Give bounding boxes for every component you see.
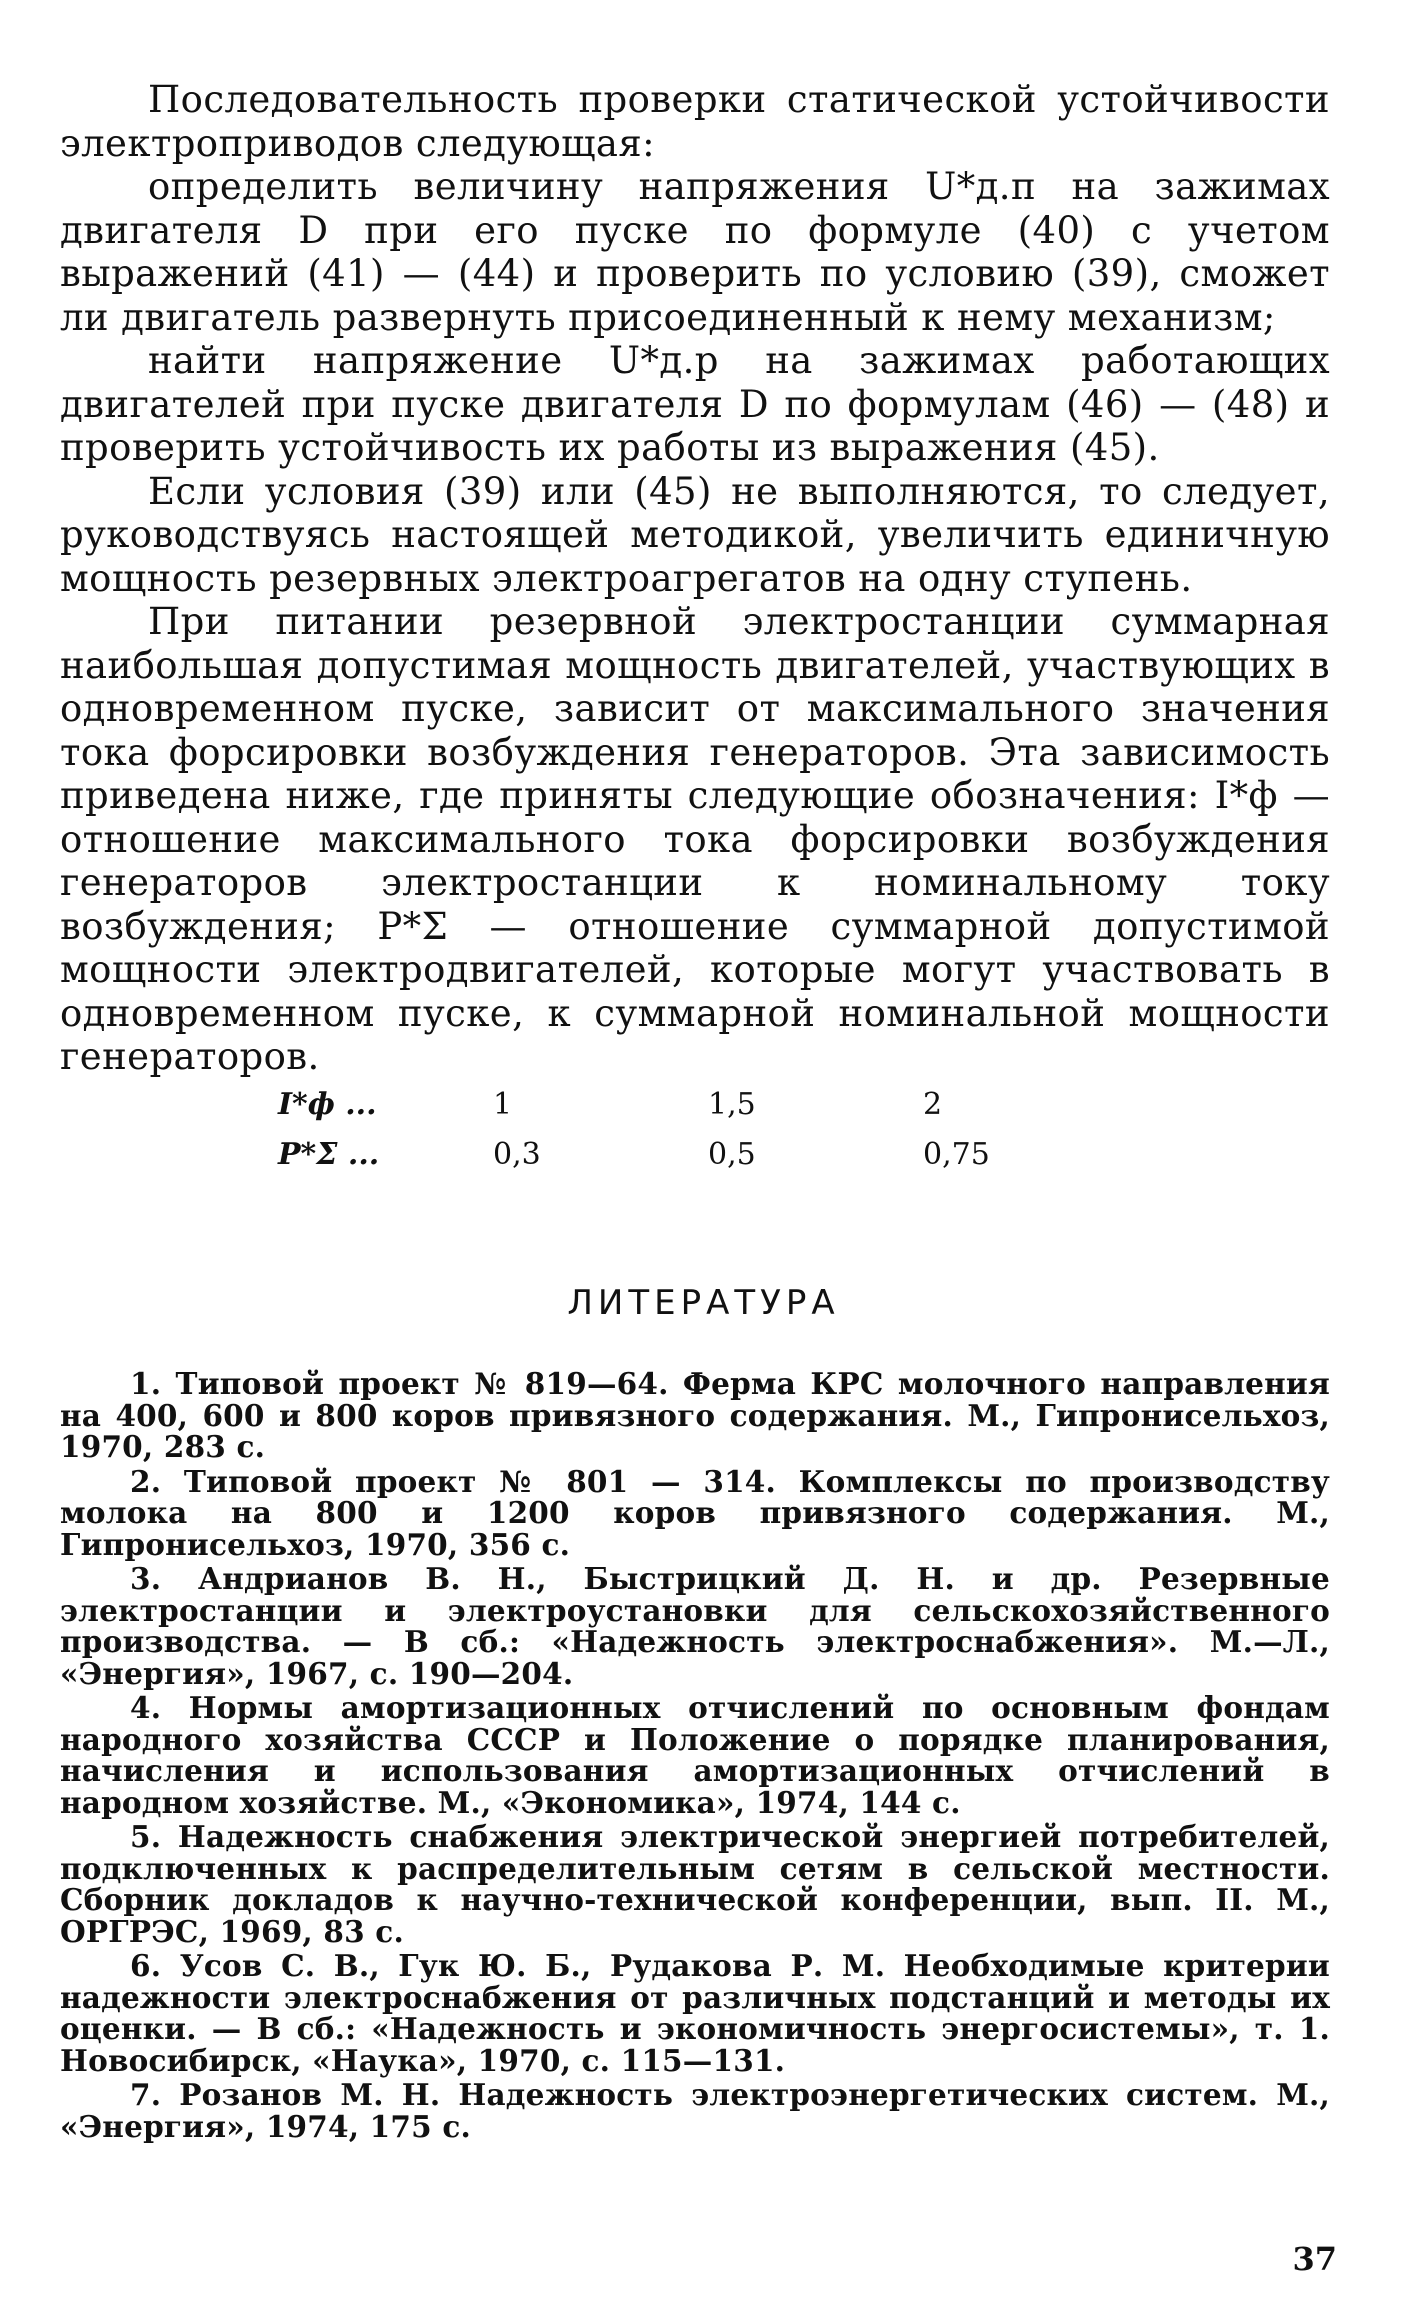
reference-item: 1. Типовой проект № 819—64. Ферма КРС молочного направления на 400, 600 и 800 коров привязного содержания. М., Гипронисельхоз, 1970, 283 с. <box>60 1366 1330 1464</box>
paragraph-conditions-not-met: Если условия (39) или (45) не выполняются, то следует, руководствуясь настоящей методикой, увеличить единичную мощность резервных электроагрегатов на одну ступень. <box>60 469 1330 600</box>
reference-item: 5. Надежность снабжения электрической энергией потребителей, подключенных к распределительным сетям в сельской местности. Сборник докладов к научно-технической конференции, вып. II. М., ОРГРЭС, 1969, 83 с. <box>60 1819 1330 1949</box>
paragraph-step-running-voltage: найти напряжение U*д.р на зажимах работающих двигателей при пуске двигателя D по формулам (46) — (48) и проверить устойчивость их работы из выражения (45). <box>60 339 1330 469</box>
paragraph-excitation-dependence: При питании резервной электростанции суммарная наибольшая допустимая мощность двигателей, участвующих в одновременном пуске, зависит от максимального значения тока форсировки возбуждения генераторов. Эта зависимость приведена ниже, где приняты следующие обозначения: I*ф — отношение максимального тока форсировки возбуждения генераторов электростанции к номинальному току возбуждения; P*Σ — отношение суммарной допустимой мощности электродвигателей, которые могут участвовать в одновременном пуске, к суммарной номинальной мощности генераторов. <box>60 600 1330 1078</box>
reference-item: 4. Нормы амортизационных отчислений по основным фондам народного хозяйства СССР и Положение о порядке планирования, начисления и использования амортизационных отчислений в народном хозяйстве. М., «Экономика», 1974, 144 с. <box>60 1690 1330 1820</box>
table-row-label: I*ф ... <box>278 1087 377 1122</box>
reference-item: 2. Типовой проект № 801 — 314. Комплексы по производству молока на 800 и 1200 коров привязного содержания. М., Гипронисельхоз, 1970, 356 с. <box>60 1463 1330 1562</box>
reference-item: 6. Усов С. В., Гук Ю. Б., Рудакова Р. М. Необходимые критерии надежности электроснабжения от различных подстанций и методы их оценки. — В сб.: «Надежность и экономичность энергосистемы», т. 1. Новосибирск, «Наука», 1970, с. 115—131. <box>60 1948 1330 2078</box>
table-row <box>278 1080 1078 1130</box>
reference-item: 7. Розанов М. Н. Надежность электроэнергетических систем. М., «Энергия», 1974, 175 с. <box>60 2077 1330 2144</box>
section-heading-literature: ЛИТЕРАТУРА <box>567 1283 840 1323</box>
page-number: 37 <box>1292 2240 1337 2278</box>
paragraph-step-start-voltage: определить величину напряжения U*д.п на зажимах двигателя D при его пуске по формуле (40) с учетом выражений (41) — (44) и проверить по условию (39), сможет ли двигатель развернуть присоединенный к нему механизм; <box>60 165 1330 339</box>
body-text <box>60 78 1330 1079</box>
table-cell: 0,5 <box>708 1137 756 1172</box>
table-cell: 0,75 <box>923 1137 990 1172</box>
dependence-table <box>278 1080 1078 1180</box>
table-cell: 0,3 <box>493 1137 541 1172</box>
table-cell: 2 <box>923 1087 943 1122</box>
table-row <box>278 1130 1078 1180</box>
reference-item: 3. Андрианов В. Н., Быстрицкий Д. Н. и др. Резервные электростанции и электроустановки для сельскохозяйственного производства. — В сб.: «Надежность электроснабжения». М.—Л., «Энергия», 1967, с. 190—204. <box>60 1561 1330 1691</box>
table-cell: 1 <box>493 1087 513 1122</box>
table-cell: 1,5 <box>708 1087 756 1122</box>
reference-list <box>60 1368 1330 2145</box>
table-row-label: P*Σ ... <box>278 1137 380 1172</box>
paragraph-sequence-intro: Последовательность проверки статической устойчивости электроприводов следующая: <box>60 78 1330 165</box>
